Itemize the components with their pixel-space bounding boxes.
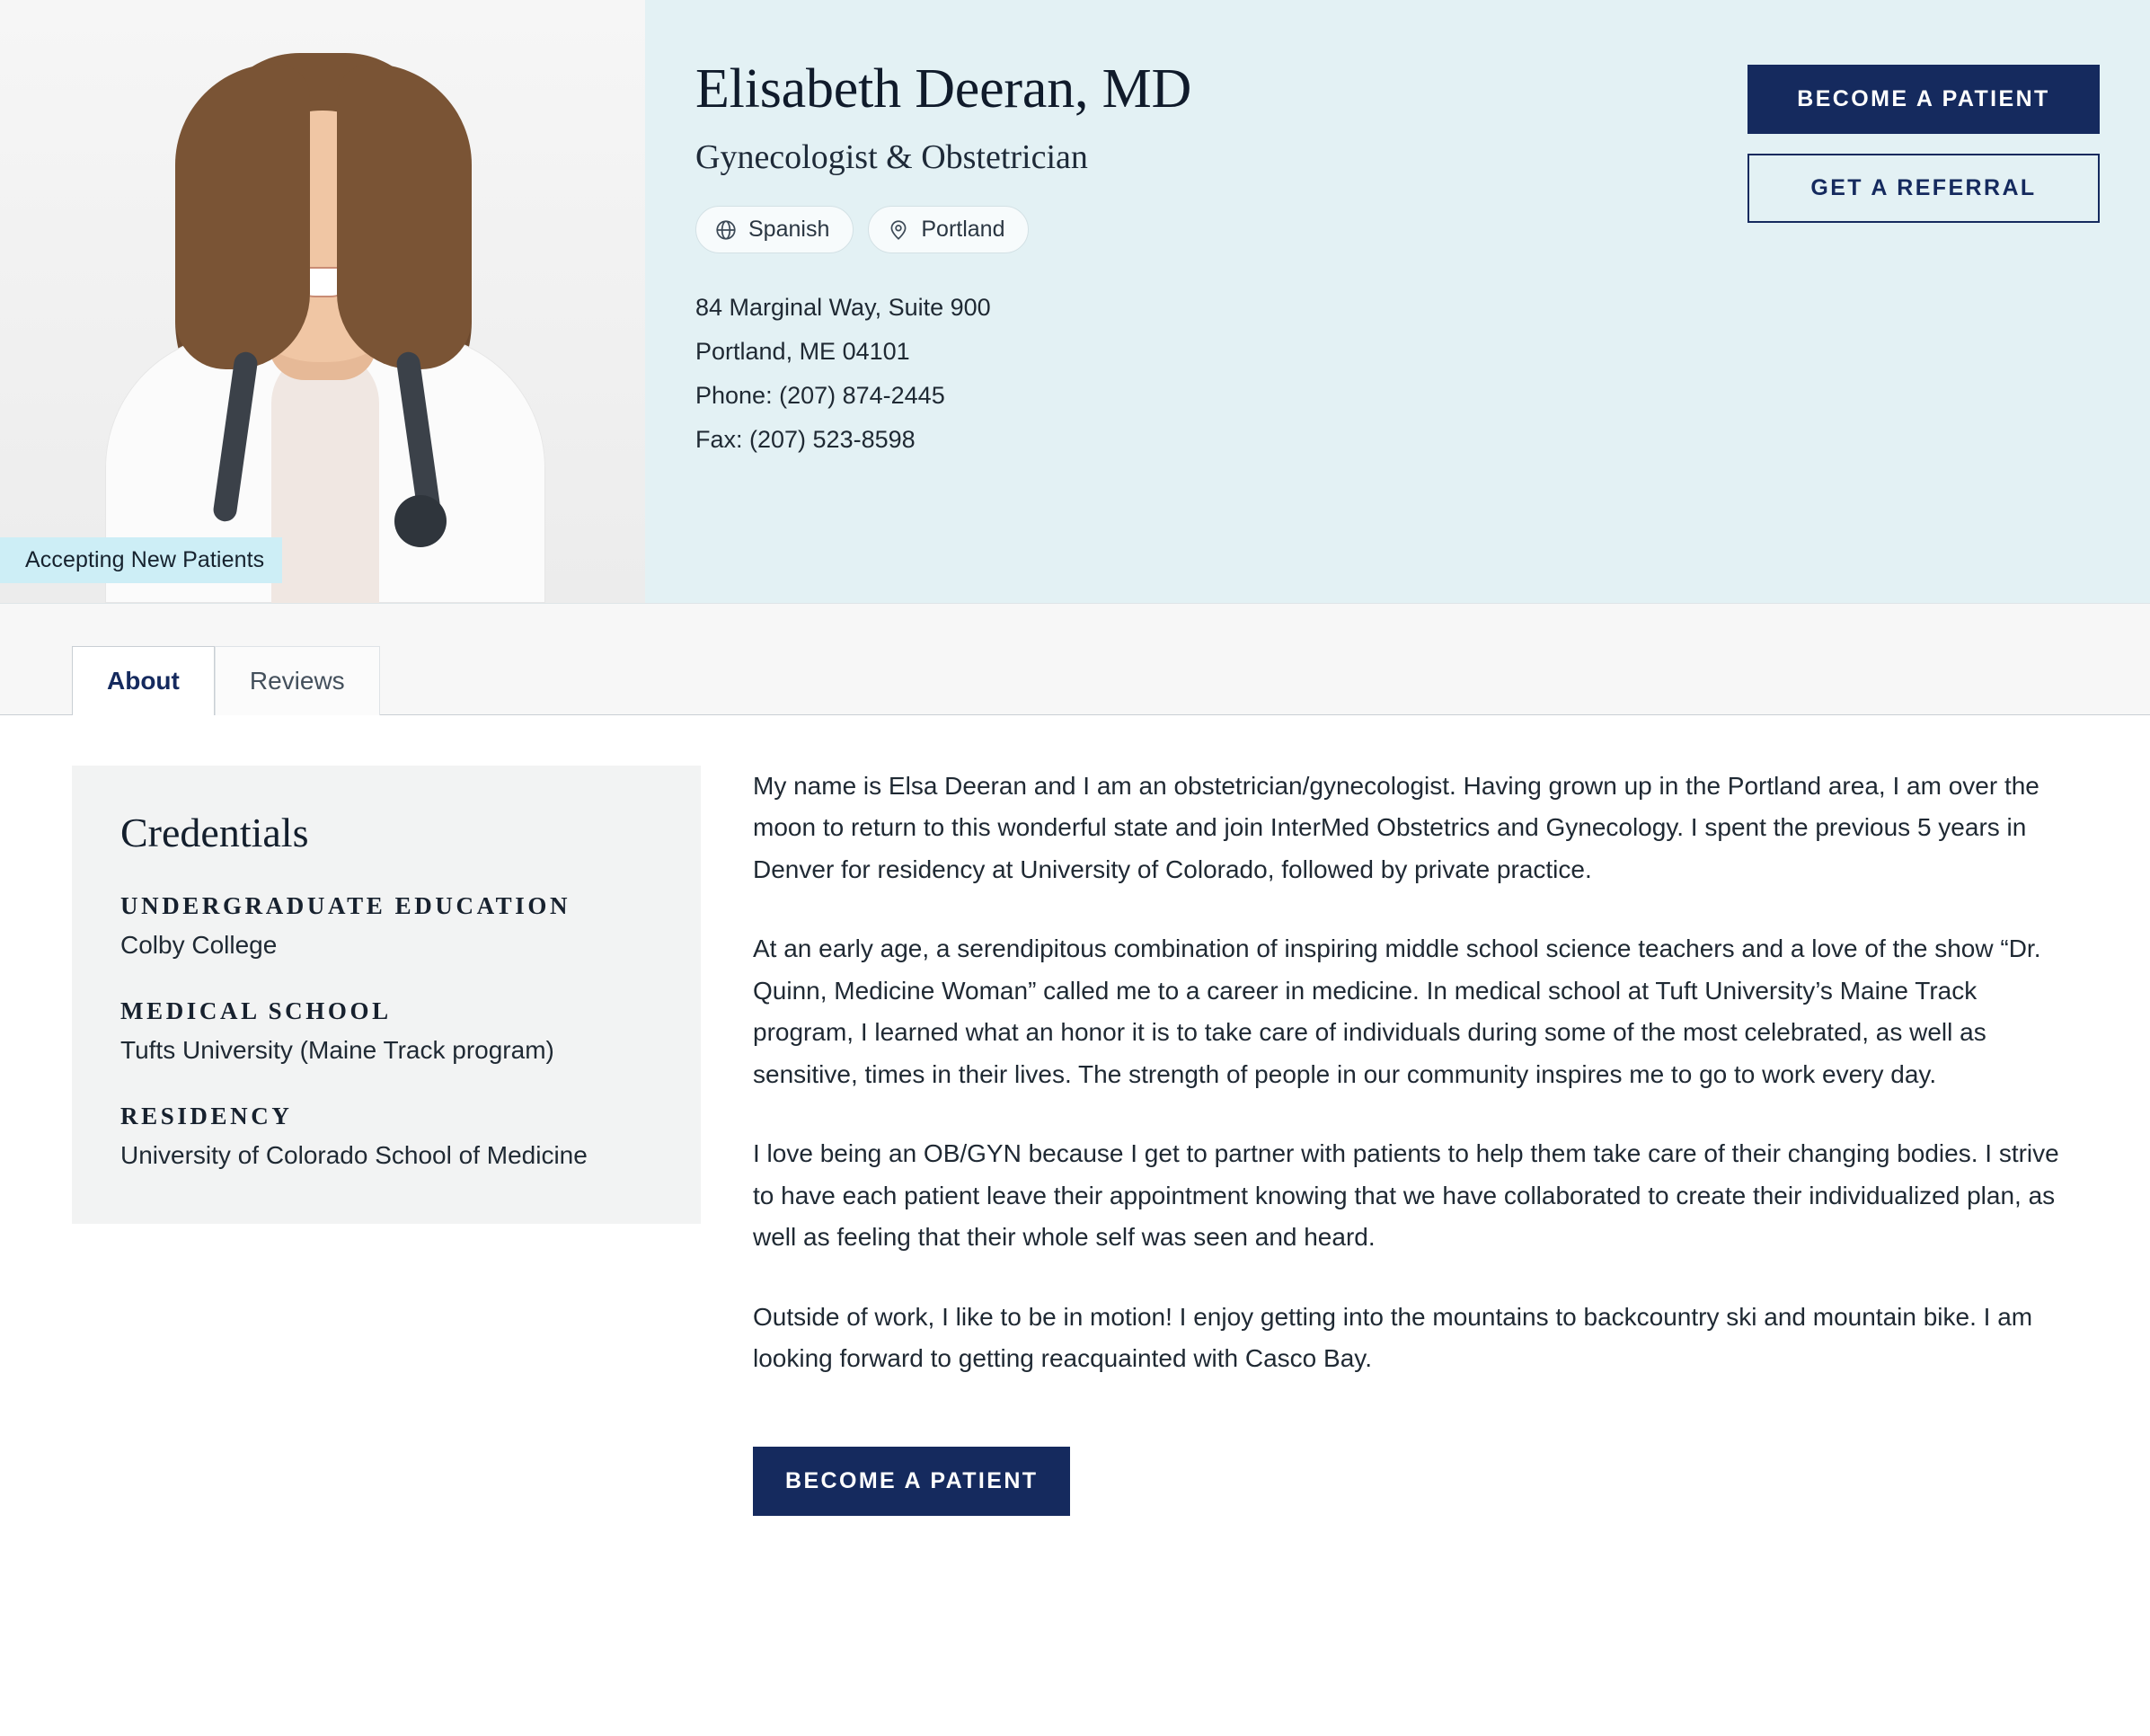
doctor-specialty: Gynecologist & Obstetrician [695, 138, 1088, 176]
doctor-hero [0, 0, 2150, 604]
attribute-chips [695, 206, 1191, 253]
biography [753, 766, 2065, 1516]
page-title: Elisabeth Deeran, MD [695, 58, 1192, 120]
become-a-patient-button-bottom[interactable]: BECOME A PATIENT [753, 1447, 1070, 1516]
credentials-panel [72, 766, 701, 1224]
phone-number: Phone: (207) 874-2445 [695, 382, 945, 410]
credentials-heading: Credentials [120, 810, 309, 855]
credential-label: UNDERGRADUATE EDUCATION [120, 892, 571, 919]
hero-info [695, 58, 1191, 465]
map-pin-icon [887, 218, 910, 242]
get-a-referral-button[interactable]: GET A REFERRAL [1747, 154, 2100, 223]
credential-label: MEDICAL SCHOOL [120, 997, 392, 1024]
become-a-patient-button[interactable]: BECOME A PATIENT [1747, 65, 2100, 134]
profile-tabs [0, 604, 2150, 715]
chip-location [868, 206, 1029, 253]
credential-medical-school [120, 997, 652, 1065]
chip-language-label: Spanish [748, 217, 830, 242]
address-line-1: 84 Marginal Way, Suite 900 [695, 294, 991, 321]
credential-undergraduate [120, 892, 652, 960]
credential-value: Colby College [120, 931, 278, 959]
bio-paragraph: At an early age, a serendipitous combination of inspiring middle school science teachers and a love of the show “Dr. Quinn, Medicine Woman” called me to a career in medicine. In medical school at Tuft University’s Maine Track program, I learned what an honor it is to take care of individuals during some of the most celebrated, as well as sensitive, times in their lives. The strength of people in our community inspires me to go to work every day. [753, 934, 2041, 1088]
credential-label: RESIDENCY [120, 1103, 293, 1129]
tab-about[interactable]: About [72, 646, 215, 715]
credential-residency [120, 1103, 652, 1170]
credential-value: Tufts University (Maine Track program) [120, 1036, 554, 1064]
credential-value: University of Colorado School of Medicine [120, 1141, 588, 1169]
fax-number: Fax: (207) 523-8598 [695, 426, 916, 454]
chip-location-label: Portland [921, 217, 1005, 242]
portrait-illustration [89, 28, 556, 603]
address-line-2: Portland, ME 04101 [695, 338, 910, 366]
chip-language [695, 206, 854, 253]
bio-paragraph: Outside of work, I like to be in motion! I enjoy getting into the mountains to backcountry ski and mountain bike. I am looking forward to getting reacquainted with Casco Bay. [753, 1302, 2033, 1373]
profile-content [0, 715, 2150, 1570]
doctor-photo [0, 0, 645, 603]
hero-body [645, 0, 2150, 603]
bio-paragraph: I love being an OB/GYN because I get to partner with patients to help them take care of their changing bodies. I strive to have each patient leave their appointment knowing that we have collaborated to create their individualized plan, as well as feeling that their whole self was seen and heard. [753, 1139, 2059, 1252]
tab-reviews[interactable]: Reviews [215, 646, 380, 715]
status-badge-accepting-new-patients: Accepting New Patients [0, 537, 282, 583]
globe-icon [714, 218, 738, 242]
bio-paragraph: My name is Elsa Deeran and I am an obstetrician/gynecologist. Having grown up in the Portland area, I am over the moon to return to this wonderful state and join InterMed Obstetrics and Gynecology. I spent the previous 5 years in Denver for residency at University of Colorado, followed by private practice. [753, 772, 2039, 883]
hero-actions [1747, 58, 2100, 223]
